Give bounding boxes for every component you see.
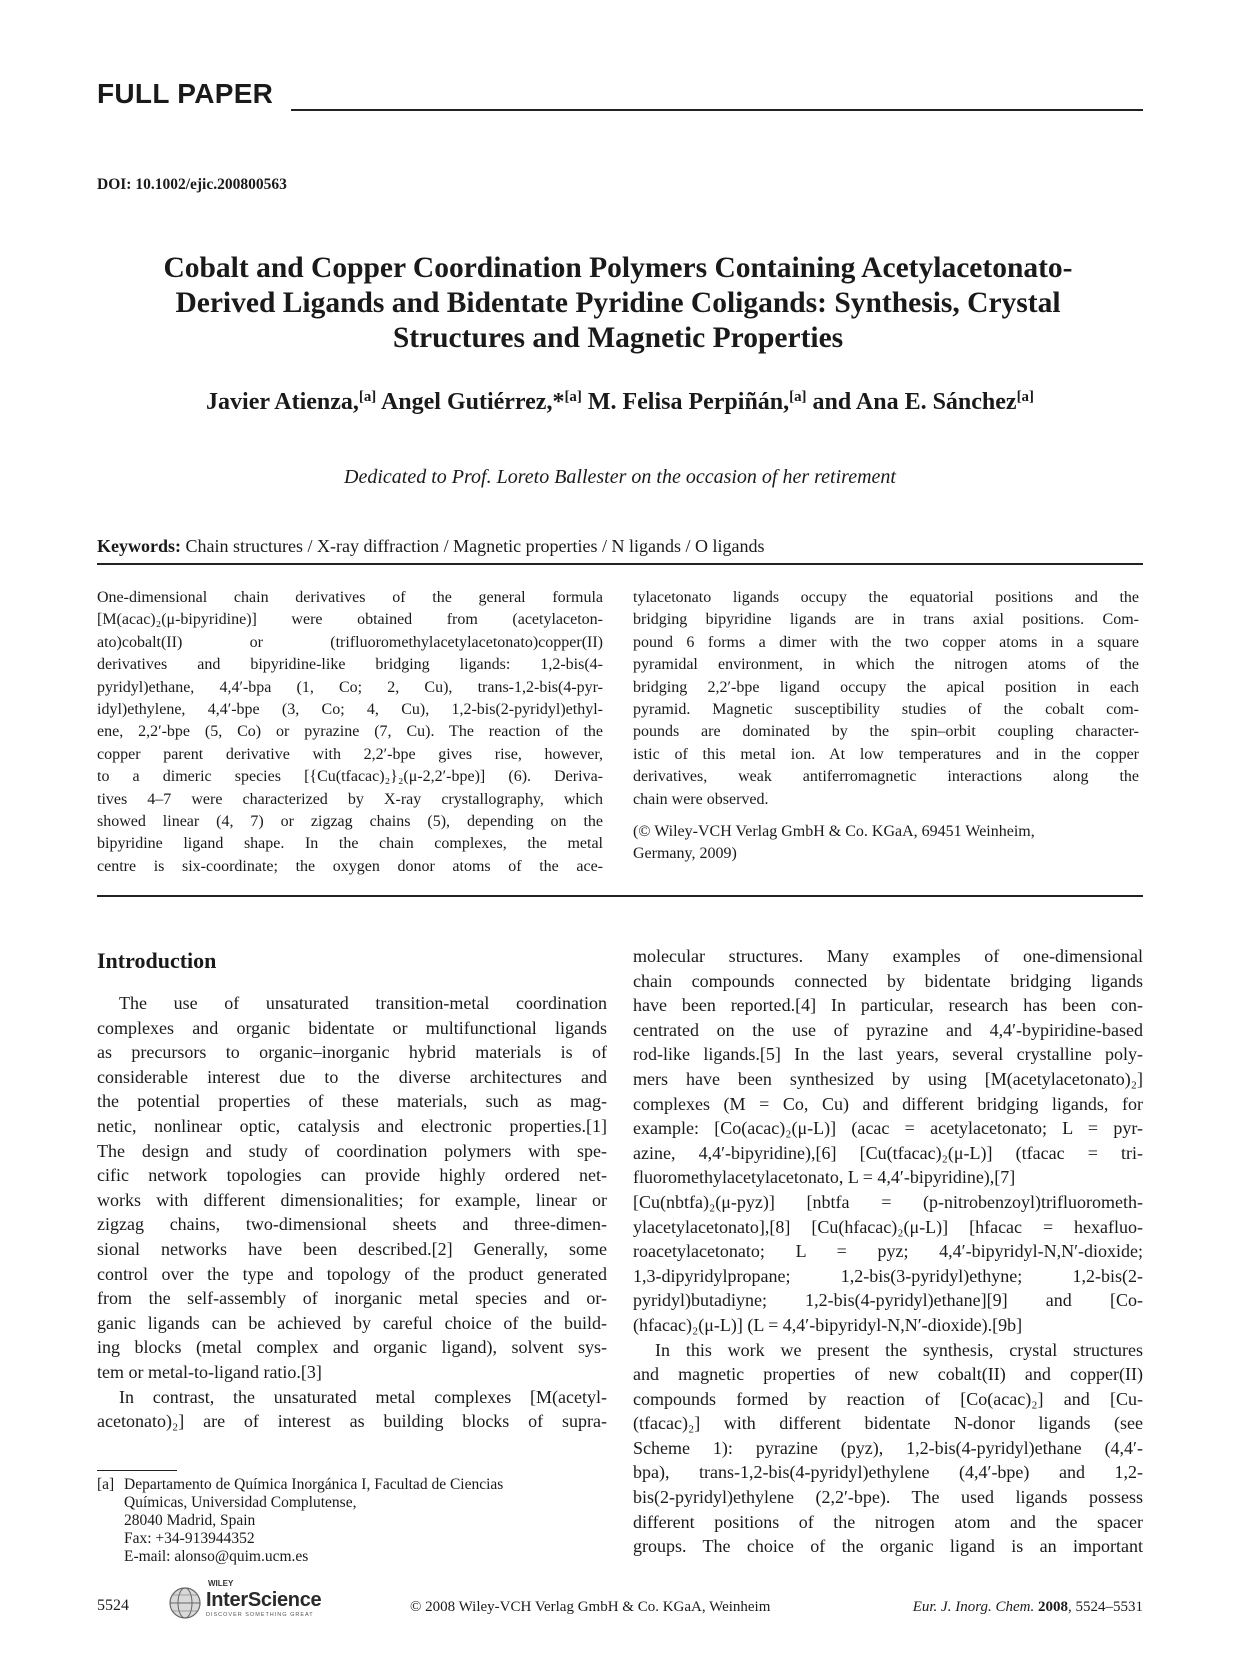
body-line: netic, nonlinear optic, catalysis and electronic properties.[1] <box>97 1115 607 1136</box>
dedication: Dedicated to Prof. Loreto Ballester on the occasion of her retirement <box>344 466 896 488</box>
abstract-right-column <box>633 587 1139 866</box>
body-left-column <box>97 991 607 1434</box>
body-line: ing blocks (metal complex and organic ligand), solvent sys- <box>97 1337 607 1358</box>
abstract-line: idyl)ethylene, 4,4′-bpe (3, Co; 4, Cu), 1,2-bis(2-pyridyl)ethyl- <box>97 700 603 718</box>
author-name: Angel Gutiérrez,* <box>380 389 565 415</box>
body-line: In contrast, the unsaturated metal complexes [M(acetyl- <box>119 1386 607 1407</box>
section-heading-introduction: Introduction <box>97 948 217 973</box>
abstract-line: centre is six-coordinate; the oxygen donor atoms of the ace- <box>97 857 603 875</box>
body-line: the potential properties of these materials, such as mag- <box>97 1091 607 1112</box>
abstract-line: pyridyl)ethane, 4,4′-bpa (1, Co; 2, Cu), trans-1,2-bis(4-pyr- <box>97 678 603 696</box>
abstract-line: istic of this metal ion. At low temperatures and in the copper <box>633 745 1139 763</box>
body-line: rod-like ligands.[5] In the last years, several crystalline poly- <box>633 1044 1143 1065</box>
interscience-logo <box>168 1579 338 1623</box>
footer-citation <box>913 1599 1143 1616</box>
body-line: as precursors to organic–inorganic hybrid materials is of <box>97 1042 607 1063</box>
body-line: 1,3-dipyridylpropane; 1,2-bis(3-pyridyl)ethyne; 1,2-bis(2- <box>633 1265 1143 1286</box>
body-line: In this work we present the synthesis, crystal structures <box>655 1339 1143 1360</box>
abstract-line: pound 6 forms a dimer with the two copper atoms in a square <box>633 633 1139 651</box>
body-line: and magnetic properties of new cobalt(II) and copper(II) <box>633 1364 1143 1385</box>
abstract-line: derivatives, weak antiferromagnetic interactions along the <box>633 768 1139 786</box>
abstract-line: derivatives and bipyridine-like bridging ligands: 1,2-bis(4- <box>97 656 603 674</box>
body-line: bpa), trans-1,2-bis(4-pyridyl)ethylene (4,4′-bpe) and 1,2- <box>633 1462 1143 1483</box>
article-title: Cobalt and Copper Coordination Polymers Containing Acetylacetonato-Derived Ligands and Bidentate Pyridine Coligands: Synthesis, Crystal Structures and Magnetic Properties <box>163 252 1073 354</box>
abstract-line: chain were observed. <box>633 790 769 808</box>
abstract-line: tylacetonato ligands occupy the equatorial positions and the <box>633 589 1139 606</box>
abstract-line: [M(acac)₂(μ-bipyridine)] were obtained from (acetylaceton- <box>97 611 603 629</box>
footnote-text: Departamento de Química Inorgánica I, Facultad de Ciencias <box>124 1476 504 1493</box>
body-line: have been reported.[4] In particular, research has been con- <box>633 995 1143 1016</box>
abstract-line: pyramidal environment, in which the nitrogen atoms of the <box>633 656 1139 674</box>
footer-copyright: © 2008 Wiley-VCH Verlag GmbH & Co. KGaA, Weinheim <box>410 1599 771 1615</box>
body-line: The use of unsaturated transition-metal coordination <box>119 993 607 1013</box>
body-line: tem or metal-to-ligand ratio.[3] <box>97 1361 322 1382</box>
body-line: [Cu(nbtfa)₂(μ-pyz)] [nbtfa = (p-nitrobenzoyl)trifluorometh- <box>633 1191 1143 1212</box>
body-line: bis(2-pyridyl)ethylene (2,2′-bpe). The used ligands possess <box>633 1487 1143 1508</box>
abstract-line: bridging bipyridine ligands are in trans axial positions. Com- <box>633 611 1139 629</box>
abstract-copyright <box>633 821 1139 866</box>
author-affiliation: [a] <box>789 388 807 405</box>
footnote-line <box>97 1476 503 1494</box>
body-line: cific network topologies can provide highly ordered net- <box>97 1165 607 1186</box>
header-rule <box>291 109 1143 111</box>
abstract-line: copper parent derivative with 2,2′-bpe gives rise, however, <box>97 745 603 763</box>
body-line: pyridyl)butadiyne; 1,2-bis(4-pyridyl)ethane][9] and [Co- <box>633 1290 1143 1311</box>
journal-pages: , 5524–5531 <box>1068 1599 1143 1615</box>
abstract-line: ene, 2,2′-bpe (5, Co) or pyrazine (7, Cu). The reaction of the <box>97 723 603 741</box>
affiliation-footnote <box>97 1476 503 1566</box>
abstract-line: pyramid. Magnetic susceptibility studies of the cobalt com- <box>633 700 1139 718</box>
body-line: works with different dimensionalities; for example, linear or <box>97 1189 607 1210</box>
abstract-line: bipyridine ligand shape. In the chain complexes, the metal <box>97 835 603 853</box>
body-line: mers have been synthesized by using [M(acetylacetonato)₂] <box>633 1068 1143 1089</box>
abstract-line: showed linear (4, 7) or zigzag chains (5), depending on the <box>97 812 603 830</box>
body-line: fluoromethylacetylacetonato, L = 4,4′-bipyridine),[7] <box>633 1167 1016 1188</box>
body-line: Scheme 1): pyrazine (pyz), 1,2-bis(4-pyridyl)ethane (4,4′- <box>633 1437 1143 1458</box>
keywords-rule <box>97 563 1143 565</box>
footnote-marker: [a] <box>97 1476 115 1493</box>
body-line: example: [Co(acac)₂(μ-L)] (acac = acetylacetonato; L = pyr- <box>633 1118 1143 1139</box>
body-line: ylacetylacetonato],[8] [Cu(hfacac)₂(μ-L)] [hfacac = hexafluo- <box>633 1216 1143 1237</box>
abstract-line: ato)cobalt(II) or (trifluoromethylacetylacetonato)copper(II) <box>97 633 603 651</box>
globe-icon <box>168 1586 202 1620</box>
body-right-column <box>633 944 1143 1559</box>
keywords <box>97 536 765 557</box>
body-line: compounds formed by reaction of [Co(acac)₂] and [Cu- <box>633 1388 1143 1409</box>
body-line: different positions of the nitrogen atom and the spacer <box>633 1511 1143 1532</box>
body-line: complexes (M = Co, Cu) and different bridging ligands, for <box>633 1093 1143 1114</box>
body-line: groups. The choice of the organic ligand is an important <box>633 1536 1143 1557</box>
body-line: centrated on the use of pyrazine and 4,4′-bypiridine-based <box>633 1019 1143 1040</box>
body-line: chain compounds connected by bidentate bridging ligands <box>633 970 1143 991</box>
page-number: 5524 <box>97 1597 129 1614</box>
doi: DOI: 10.1002/ejic.200800563 <box>97 176 287 193</box>
author-list <box>97 389 1143 416</box>
author-affiliation: [a] <box>564 388 582 405</box>
body-line: (hfacac)₂(μ-L)] (L = 4,4′-bipyridyl-N,N′-dioxide).[9b] <box>633 1314 1023 1335</box>
body-line: considerable interest due to the diverse architectures and <box>97 1066 607 1087</box>
body-line: zigzag chains, two-dimensional sheets and three-dimen- <box>97 1214 607 1235</box>
author-name: M. Felisa Perpiñán, <box>587 389 790 415</box>
footnote-rule <box>97 1470 177 1471</box>
abstract-line: to a dimeric species [{Cu(tfacac)₂}₂(μ-2,2′-bpe)] (6). Deriva- <box>97 768 603 786</box>
body-line: molecular structures. Many examples of one-dimensional <box>633 946 1143 966</box>
abstract-line: pounds are dominated by the spin–orbit coupling character- <box>633 723 1139 741</box>
logo-publisher: WILEY <box>208 1579 234 1588</box>
author-affiliation: [a] <box>358 388 377 405</box>
section-label: FULL PAPER <box>97 78 274 109</box>
body-line: roacetylacetonato; L = pyz; 4,4′-bipyridyl-N,N′-dioxide; <box>633 1241 1143 1262</box>
footnote-line: Químicas, Universidad Complutense, <box>124 1494 357 1511</box>
footnote-line: Fax: +34-913944352 <box>124 1530 255 1547</box>
abstract-copyright-line: (© Wiley-VCH Verlag GmbH & Co. KGaA, 69451 Weinheim, <box>633 822 1035 840</box>
body-line: complexes and organic bidentate or multifunctional ligands <box>97 1017 607 1038</box>
journal-year: 2008 <box>1038 1599 1068 1615</box>
abstract-line: bridging 2,2′-bpe ligand occupy the apical position in each <box>633 678 1139 696</box>
abstract-line: tives 4–7 were characterized by X-ray crystallography, which <box>97 790 603 808</box>
abstract-copyright-line: Germany, 2009) <box>633 845 737 863</box>
keywords-list: Chain structures / X-ray diffraction / Magnetic properties / N ligands / O ligands <box>185 536 765 556</box>
logo-brand: InterScience <box>206 1589 322 1611</box>
body-line: azine, 4,4′-bipyridine),[6] [Cu(tfacac)₂(μ-L)] (tfacac = tri- <box>633 1142 1143 1163</box>
abstract-rule <box>97 895 1143 897</box>
abstract-line: One-dimensional chain derivatives of the general formula <box>97 589 603 606</box>
body-line: control over the type and topology of the product generated <box>97 1263 607 1284</box>
body-line: (tfacac)₂] with different bidentate N-donor ligands (see <box>633 1413 1143 1434</box>
footnote-line: 28040 Madrid, Spain <box>124 1512 256 1529</box>
logo-tagline: DISCOVER SOMETHING GREAT <box>206 1612 314 1618</box>
abstract-left-column <box>97 587 603 878</box>
body-line: The design and study of coordination polymers with spe- <box>97 1140 607 1161</box>
keywords-label: Keywords: <box>97 536 181 556</box>
author-name: Javier Atienza, <box>206 389 359 415</box>
body-line: ganic ligands can be achieved by careful choice of the build- <box>97 1312 607 1333</box>
author-name: and Ana E. Sánchez <box>812 389 1017 415</box>
body-line: acetonato)₂] are of interest as building blocks of supra- <box>97 1411 607 1432</box>
journal-name: Eur. J. Inorg. Chem. <box>912 1599 1035 1615</box>
footnote-line: E-mail: alonso@quim.ucm.es <box>124 1548 309 1565</box>
abstract-right-text <box>633 587 1139 811</box>
author-affiliation: [a] <box>1016 388 1034 405</box>
body-line: from the self-assembly of inorganic metal species and or- <box>97 1288 607 1309</box>
body-line: sional networks have been described.[2] Generally, some <box>97 1238 607 1259</box>
